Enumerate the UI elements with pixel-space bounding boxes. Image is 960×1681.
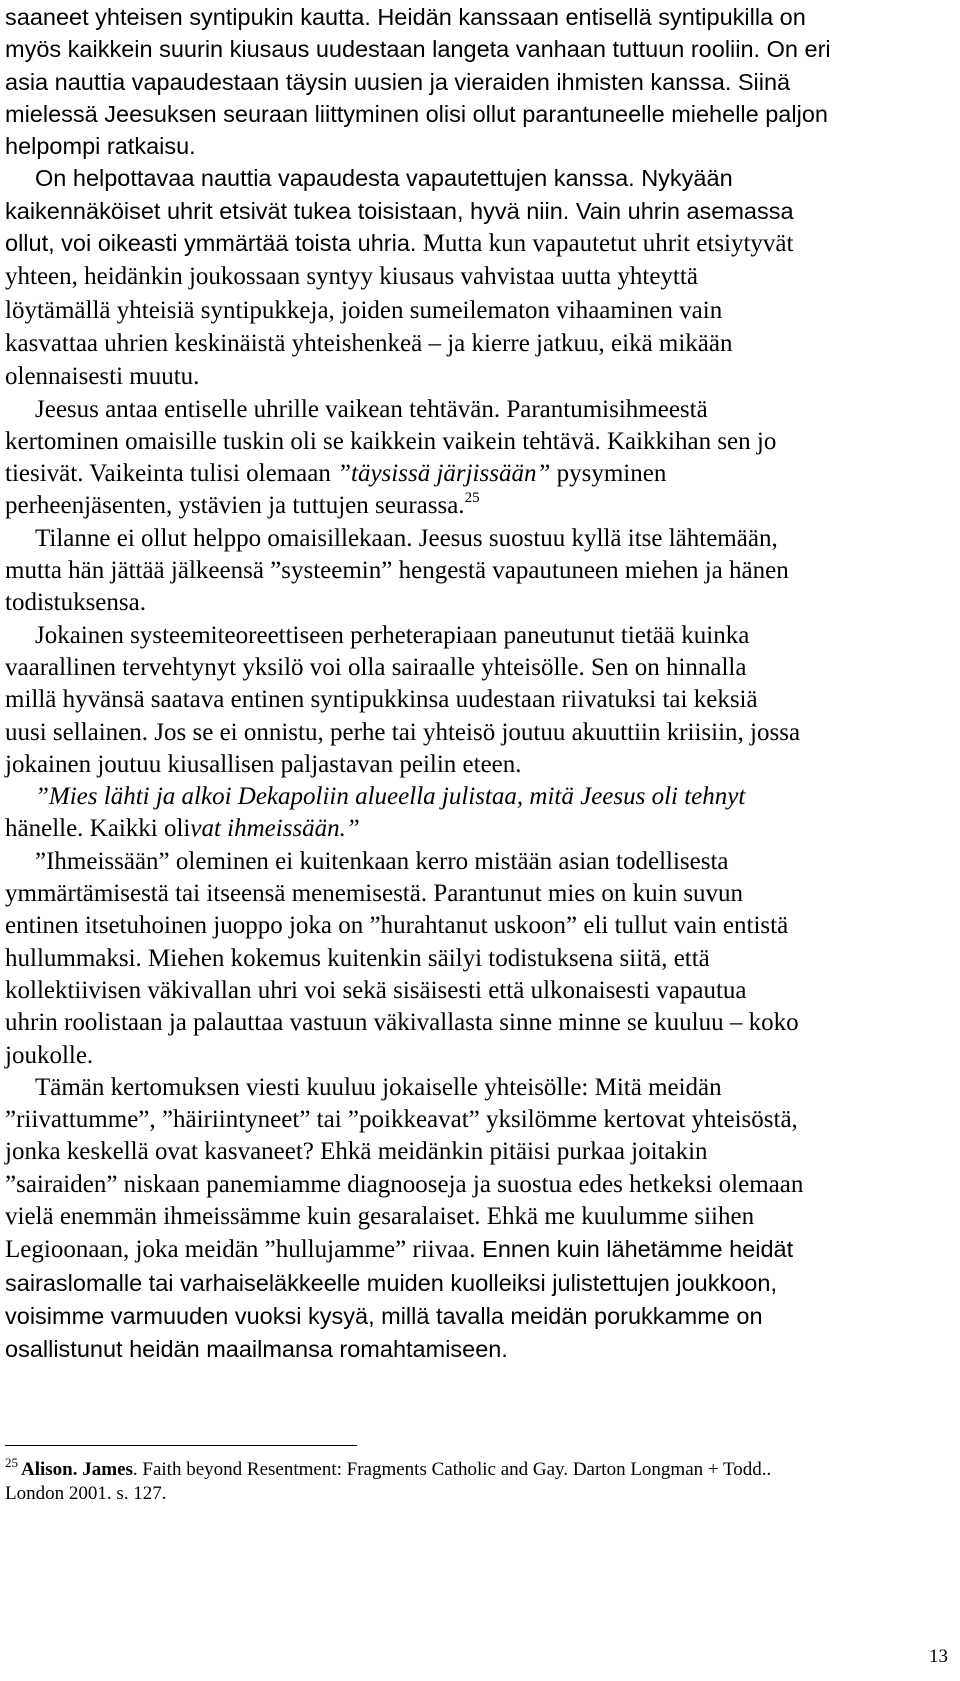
paragraph (5, 394, 960, 523)
quote-line: vat ihmeissään.” (190, 815, 360, 843)
text-line: voisimme varmuuden vuoksi kysyä, millä tavalla meidän porukkamme on (5, 1302, 763, 1329)
text-line: uusi sellainen. Jos se ei onnistu, perhe tai yhteisö joutuu akuuttiin kriisiin, jossa (5, 718, 801, 746)
text-line: On helpottavaa nauttia vapaudesta vapautettujen kanssa. Nykyään (35, 165, 733, 192)
text-line: Jeesus antaa entiselle uhrille vaikean tehtävän. (35, 395, 501, 423)
quote-line: hänelle. Kaikki oli (5, 815, 191, 843)
footnote-reference[interactable]: 25 (464, 490, 480, 507)
text-line: ollut, voi oikeasti ymmärtää toista uhria. (5, 230, 417, 257)
text-line: kaikennäköiset uhrit etsivät tukea toisistaan, hyvä niin. Vain uhrin asemassa (5, 197, 794, 224)
text-line: ”Ihmeissään” oleminen ei kuitenkaan kerro mistään asian todellisesta (35, 847, 729, 875)
text-line: Parantumisihmeestä (500, 395, 708, 423)
text-line: ymmärtämisestä tai itseensä menemisestä. Parantunut mies on kuin suvun (5, 880, 744, 908)
text-line: saaneet yhteisen syntipukin kautta. Heidän kanssaan entisellä syntipukilla on (5, 4, 806, 30)
text-line: pysyminen (550, 460, 667, 488)
paragraph (5, 523, 960, 620)
text-line: helpompi ratkaisu. (5, 133, 196, 160)
text-line: mielessä Jeesuksen seuraan liittyminen olisi ollut parantuneelle miehelle paljon (5, 100, 828, 127)
text-line: Mutta kun vapautetut uhrit etsiytyvät (416, 230, 794, 258)
footnote-author: Alison. James (21, 1459, 133, 1480)
text-line: ”sairaiden” niskaan panemiamme diagnooseja ja suostua edes hetkeksi olemaan (5, 1170, 804, 1198)
text-line: todistuksensa. (5, 589, 146, 617)
text-line: mutta hän jättää jälkeensä ”systeemin” hengestä vapautuneen miehen ja hänen (5, 557, 789, 585)
text-line: sairaslomalle tai varhaiseläkkeelle muiden kuolleiksi julistettujen joukkoon, (5, 1269, 777, 1296)
body-text (5, 0, 960, 1366)
footnote-number: 25 (5, 1455, 18, 1470)
paragraph (5, 846, 960, 1072)
text-line: entinen itsetuhoinen juoppo joka on ”hurahtanut uskoon” eli tullut vain entistä (5, 912, 789, 940)
text-line: hullummaksi. Miehen kokemus kuitenkin säilyi todistuksena siitä, että (5, 944, 710, 972)
text-line: joukolle. (5, 1041, 94, 1069)
text-line: vielä enemmän ihmeissämme kuin gesaralaiset. Ehkä me kuulumme siihen (5, 1202, 755, 1230)
text-line: kollektiivisen väkivallan uhri voi sekä sisäisesti että ulkonaisesti vapautua (5, 976, 747, 1004)
text-line: jonka keskellä ovat kasvaneet? Ehkä meidänkin pitäisi purkaa joitakin (5, 1138, 708, 1166)
text-line: Tämän kertomuksen viesti kuuluu jokaiselle yhteisölle: Mitä meidän (35, 1073, 722, 1101)
italic-phrase: ”täysissä järjissään” (337, 460, 551, 488)
text-line: tiesivät. Vaikeinta tulisi olemaan (5, 460, 338, 488)
footnote-text: . Faith beyond Resentment: Fragments Catholic and Gay. Darton Longman + Todd.. (132, 1459, 772, 1480)
text-line: kasvattaa uhrien keskinäistä yhteishenkeä – ja kierre jatkuu, eikä mikään (5, 329, 733, 357)
text-line: olennaisesti muutu. (5, 363, 200, 391)
text-line: Tilanne ei ollut helppo omaisillekaan. Jeesus suostuu kyllä itse lähtemään, (35, 524, 778, 552)
text-line: millä hyvänsä saatava entinen syntipukkinsa uudestaan riivatuksi tai keksiä (5, 686, 758, 714)
text-line: uhrin roolistaan ja palauttaa vastuun väkivallasta sinne minne se kuuluu – koko (5, 1009, 799, 1037)
paragraph (5, 1072, 960, 1367)
quote-line: ”Mies lähti ja alkoi Dekapoliin alueella julistaa, mitä Jeesus oli tehnyt (35, 783, 746, 811)
footnote-divider (5, 1445, 357, 1446)
text-line: osallistunut heidän maailmansa romahtamiseen. (5, 1336, 508, 1363)
text-line: asia nauttia vapaudestaan täysin uusien ja vieraiden ihmisten kanssa. Siinä (5, 68, 791, 95)
text-line: jokainen joutuu kiusallisen paljastavan peilin eteen. (5, 750, 522, 778)
text-line: Jokainen systeemiteoreettiseen perheterapiaan paneutunut tietää kuinka (35, 621, 750, 649)
scripture-quote (5, 781, 960, 846)
page-number: 13 (929, 1646, 948, 1667)
footnote-text: London 2001. s. 127. (5, 1483, 167, 1504)
paragraph (5, 620, 960, 781)
text-line: kertominen omaisille tuskin oli se kaikkein vaikein tehtävä. Kaikkihan sen jo (5, 427, 777, 455)
footnote (5, 1455, 945, 1506)
text-line: vaarallinen tervehtynyt yksilö voi olla sairaalle yhteisölle. Sen on hinnalla (5, 653, 747, 681)
text-line: myös kaikkein suurin kiusaus uudestaan langeta vanhaan tuttuun rooliin. On eri (5, 36, 831, 63)
text-line: ”riivattumme”, ”häiriintyneet” tai ”poikkeavat” yksilömme kertovat yhteisöstä, (5, 1106, 798, 1134)
text-line: löytämällä yhteisiä syntipukkeja, joiden sumeilematon vihaaminen vain (5, 296, 723, 324)
paragraph (5, 162, 960, 393)
text-line: yhteen, heidänkin joukossaan syntyy kiusaus vahvistaa uutta yhteyttä (5, 263, 698, 291)
text-line: Ennen kuin lähetämme heidät (475, 1236, 794, 1263)
text-line: perheenjäsenten, ystävien ja tuttujen seurassa. (5, 492, 465, 520)
paragraph (5, 1, 960, 162)
text-line: Legioonaan, joka meidän ”hullujamme” riivaa. (5, 1236, 476, 1264)
